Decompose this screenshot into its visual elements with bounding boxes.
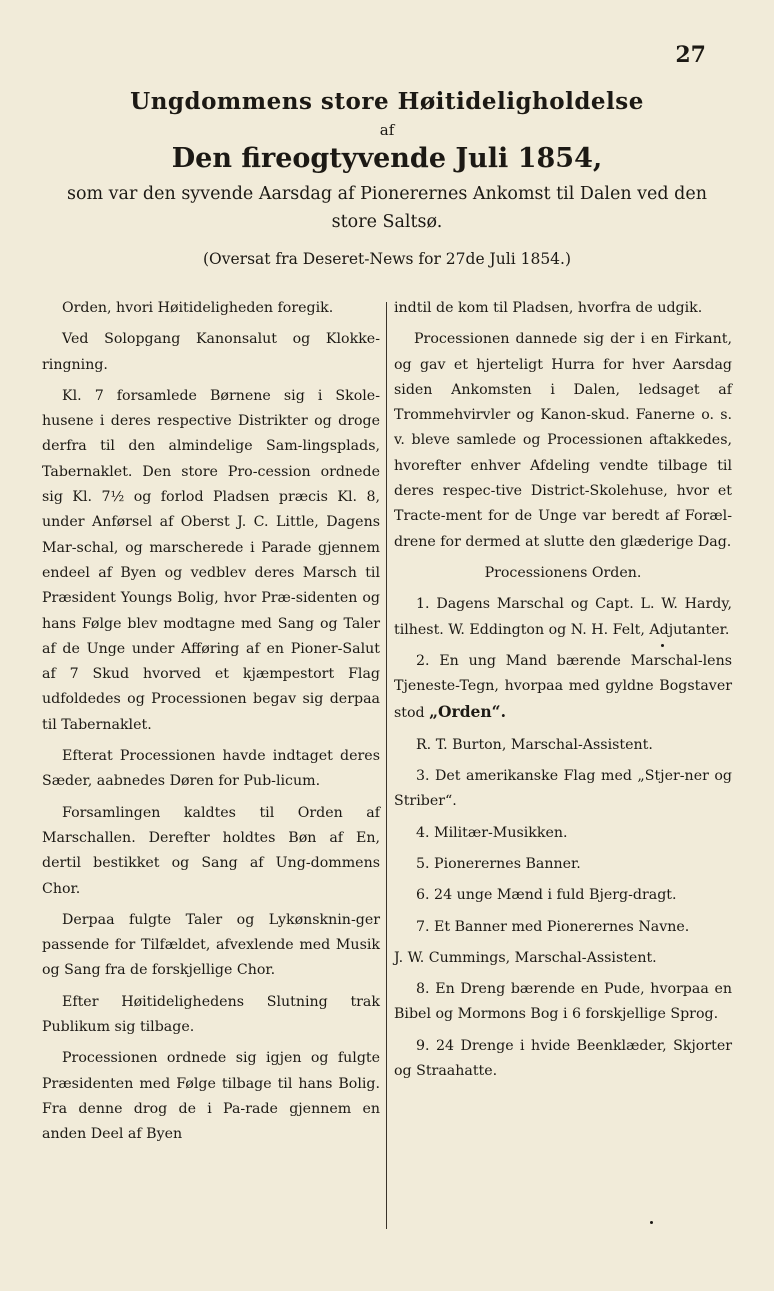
list-item: 1. Dagens Marschal og Capt. L. W. Hardy, tilhest. W. Eddington og N. H. Felt, Adjutanter. <box>394 596 732 638</box>
article-header <box>40 84 734 268</box>
right-column <box>394 296 732 1241</box>
list-note: R. T. Burton, Marschal-Assistent. <box>416 736 653 753</box>
paragraph: Kl. 7 forsamlede Børnene sig i Skole-husene i deres respective Distrikter og droge derfra til den almindelige Sam-lingsplads, Tabernaklet. Den store Pro-cession ordnede sig Kl. 7½ og forlod Pladsen præcis Kl. 8, under Anførsel af Oberst J. C. Little, Dagens Mar-schal, og marscherede i Parade gjennem endeel af Byen og vedblev deres Marsch til Præsident Youngs Bolig, hvor Præ-sidenten og hans Følge blev modtagne med Sang og Taler af de Unge under Afføring af en Pioner-Salut af 7 Skud hvorved et kjæmpestort Flag udfoldedes og Processionen begav sig derpaa til Tabernaklet. <box>42 387 380 733</box>
title-connector: af <box>379 121 395 139</box>
list-item: 4. Militær-Musikken. <box>416 824 568 841</box>
source-note: (Oversat fra Deseret-News for 27de Juli 1854.) <box>202 250 572 268</box>
paragraph: Efterat Processionen havde indtaget deres Sæder, aabnedes Døren for Pub-licum. <box>42 748 380 790</box>
list-note: J. W. Cummings, Marschal-Assistent. <box>394 949 657 966</box>
section-heading: Processionens Orden. <box>484 564 642 581</box>
column-divider <box>386 302 387 1229</box>
paragraph: Processionen dannede sig der i en Firkant, og gav et hjerteligt Hurra for hver Aarsdag siden Ankomsten i Dalen, ledsaget af Trommehvirvler og Kanon-skud. Fanerne o. s. v. bleve samlede og Processionen aftakkedes, hvorefter enhver Afdeling vendte tilbage til deres respec-tive District-Skolehuse, hvor et Tracte-ment for de Unge var beredt af Foræl-drene for dermed at slutte den glæderige Dag. <box>394 331 732 550</box>
text-columns <box>40 296 734 1241</box>
list-item: 8. En Dreng bærende en Pude, hvorpaa en Bibel og Mormons Bog i 6 forskjellige Sprog. <box>394 981 732 1023</box>
list-item: 9. 24 Drenge i hvide Beenklæder, Skjorter og Straahatte. <box>394 1037 732 1080</box>
left-column <box>42 296 380 1241</box>
paragraph: Orden, hvori Høitideligheden foregik. <box>62 300 334 316</box>
page-number: 27 <box>675 42 706 68</box>
list-item: 3. Det amerikanske Flag med „Stjer-ner og Striber“. <box>394 768 732 810</box>
emphasized-word: „Orden“. <box>429 702 506 722</box>
ink-speck <box>661 644 664 647</box>
list-item: 6. 24 unge Mænd i fuld Bjerg-dragt. <box>416 887 677 904</box>
paragraph: indtil de kom til Pladsen, hvorfra de udgik. <box>394 300 703 316</box>
list-item-text: 2. En ung Mand bærende Marschal-lens Tjeneste-Tegn, hvorpaa med gyldne Bogstaver stod <box>394 652 732 722</box>
article-subtitle: som var den syvende Aarsdag af Pionerernes Ankomst til Dalen ved den store Saltsø. <box>67 184 707 232</box>
list-item: 5. Pionerernes Banner. <box>416 855 581 872</box>
ink-speck <box>650 1221 653 1224</box>
paragraph: Derpaa fulgte Taler og Lykønsknin-ger passende for Tilfældet, afvexlende med Musik og Sang fra de forskjellige Chor. <box>42 911 380 979</box>
paragraph: Forsamlingen kaldtes til Orden af Marschallen. Derefter holdtes Bøn af En, dertil bestikket og Sang af Ung-dommens Chor. <box>42 804 380 897</box>
paragraph: Efter Høitidelighedens Slutning trak Publikum sig tilbage. <box>42 993 380 1036</box>
paragraph: Processionen ordnede sig igjen og fulgte Præsidenten med Følge tilbage til hans Bolig. Fra denne drog de i Pa-rade gjennem en anden Deel af Byen <box>42 1050 380 1143</box>
article-date-title: Den fireogtyvende Juli 1854, <box>171 143 603 174</box>
list-item: 7. Et Banner med Pionerernes Navne. <box>416 918 690 935</box>
article-title: Ungdommens store Høitideligholdelse <box>130 88 644 115</box>
paragraph: Ved Solopgang Kanonsalut og Klokke-ringning. <box>42 331 380 373</box>
list-item <box>394 649 732 727</box>
